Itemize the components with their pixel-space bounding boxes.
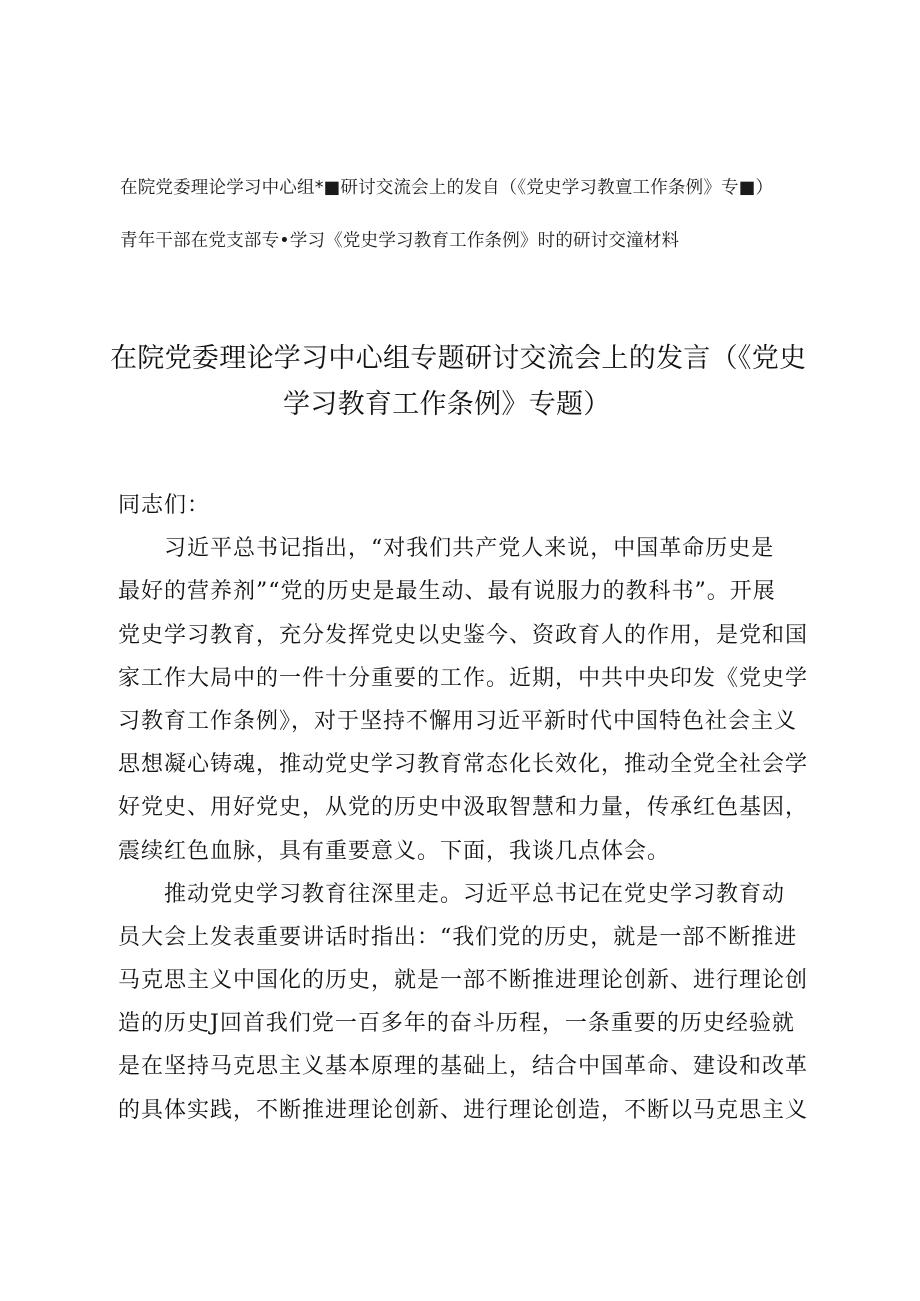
paragraph-line: 马克思主义中国化的历史，就是一部不断推进理论创新、进行理论创 <box>118 968 809 994</box>
document-body <box>118 484 808 1132</box>
paragraph-line: 党史学习教育，充分发挥党史以史鉴今、资政育人的作用，是党和国 <box>118 622 809 648</box>
salutation: 同志们： <box>118 493 211 518</box>
table-of-contents <box>120 176 820 282</box>
paragraph-line: 的具体实践，不断推进理论创新、进行理论创造，不断以马克思主义 <box>118 1097 809 1123</box>
paragraph-line: 习教育工作条例》，对于坚持不懈用习近平新时代中国特色社会主义 <box>118 708 798 734</box>
toc-entry-1: 在院党委理论学习中心组*■研讨交流会上的发自（《党史学习教亶工作条例》专■） <box>120 178 774 198</box>
paragraph-line: 推动党史学习教育往深里走。习近平总书记在党史学习教育动 <box>164 881 786 907</box>
document-title <box>110 336 810 428</box>
paragraph-line: 好党史、用好党史，从党的历史中汲取智慧和力量，传承红色基因， <box>118 795 809 821</box>
paragraph-line: 思想凝心铸魂，推动党史学习教育常态化长效化，推动全党全社会学 <box>118 752 809 778</box>
paragraph-line: 造的历史J回首我们党一百多年的奋斗历程，一条重要的历史经验就 <box>118 1011 795 1037</box>
paragraph-line: 震续红色血脉，具有重要意义。下面，我谈几点体会。 <box>118 838 671 864</box>
paragraph-line: 是在坚持马克思主义基本原理的基础上，结合中国革命、建设和改革 <box>118 1054 809 1080</box>
title-line-2: 学习教育工作条例》专题） <box>283 389 611 420</box>
paragraph-line: 习近平总书记指出，“对我们共产党人来说，中国革命历史是 <box>164 536 775 562</box>
title-line-1: 在院党委理论学习中心组专题研讨交流会上的发言（《党史 <box>110 343 807 374</box>
paragraph-line: 最好的营养剂”“党的历史是最生动、最有说服力的教科书”。开展 <box>118 579 776 605</box>
paragraph-line: 家工作大局中的一件十分重要的工作。近期，中共中央印发《党史学 <box>118 665 809 691</box>
paragraph-line: 员大会上发表重要讲话时指出：“我们党的历史，就是一部不断推进 <box>118 924 798 950</box>
toc-entry-2: 青年干部在党支部专•学习《党史学习教育工作条例》时的研讨交潼材料 <box>120 231 680 251</box>
